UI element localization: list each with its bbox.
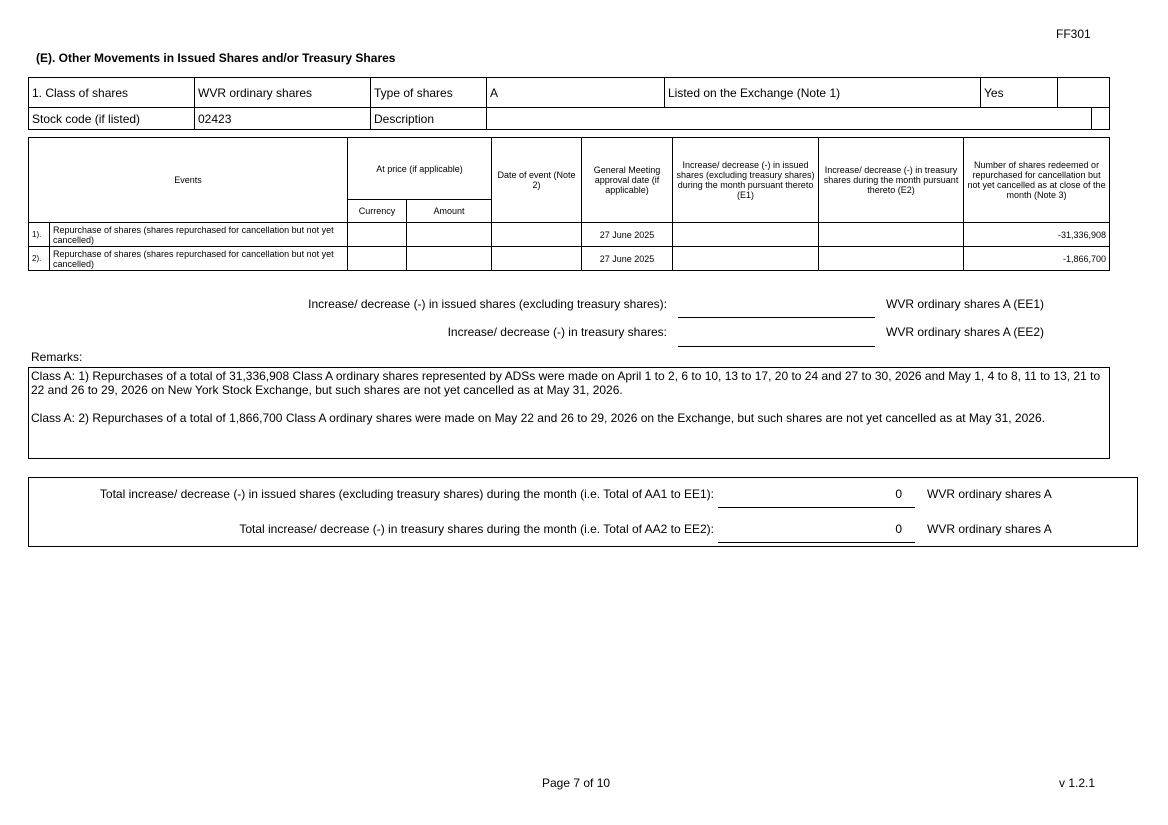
table-row (29, 247, 1110, 271)
row-event: Repurchase of shares (shares repurchased for cancellation but not yet cancelled) (50, 223, 348, 247)
class-of-shares-value: WVR ordinary shares (195, 78, 371, 108)
total-issued-unit: WVR ordinary shares A (927, 487, 1052, 501)
stock-code-value: 02423 (195, 108, 371, 130)
total-issued-label: Total increase/ decrease (-) in issued shares (excluding treasury shares) during the month (i.e. Total of AA1 to EE1): (99, 487, 714, 501)
totals-box (28, 477, 1138, 547)
row-e2 (819, 247, 964, 271)
listed-value: Yes (981, 78, 1058, 108)
header-currency: Currency (348, 200, 407, 223)
row-amount (407, 247, 492, 271)
row-gm-date: 27 June 2025 (582, 223, 673, 247)
description-label: Description (371, 108, 487, 130)
header-general-meeting: General Meeting approval date (if applicable) (582, 138, 673, 223)
row-event: Repurchase of shares (shares repurchased for cancellation but not yet cancelled) (50, 247, 348, 271)
total-issued-field (718, 506, 915, 508)
row-redeemed: -31,336,908 (964, 223, 1110, 247)
row-date-of-event (492, 247, 582, 271)
remarks-box (28, 367, 1110, 459)
total-treasury-unit: WVR ordinary shares A (927, 522, 1052, 536)
row-e1 (673, 247, 819, 271)
page-number: Page 7 of 10 (542, 776, 611, 790)
blank-cell (1058, 78, 1110, 108)
listed-label: Listed on the Exchange (Note 1) (665, 78, 981, 108)
row-number: 2). (29, 247, 50, 271)
row-e1 (673, 223, 819, 247)
remarks-paragraph: Class A: 1) Repurchases of a total of 31,336,908 Class A ordinary shares represented by ADSs were made on April 1 to 2, 6 to 10, 13 to 17, 20 to 24 and 27 to 30, 2026 and May 1, 4 to 8, 11 to 13, 21 to 22 and 26 to 29, 2026 on New York Stock Exchange, but such shares are not yet cancelled as at May 31, 2026. (31, 369, 1101, 397)
row-amount (407, 223, 492, 247)
row-redeemed: -1,866,700 (964, 247, 1110, 271)
total-treasury-field (718, 541, 915, 543)
header-increase-treasury: Increase/ decrease (-) in treasury shares during the month pursuant thereto (E2) (819, 138, 964, 223)
row-e2 (819, 223, 964, 247)
treasury-shares-field[interactable] (678, 345, 875, 347)
remarks-paragraph: Class A: 2) Repurchases of a total of 1,866,700 Class A ordinary shares were made on May 22 and 26 to 29, 2026 on the Exchange, but such shares are not yet cancelled as at May 31, 2026. (31, 411, 1045, 425)
class-of-shares-label: 1. Class of shares (29, 78, 195, 108)
row-gm-date: 27 June 2025 (582, 247, 673, 271)
stock-code-label: Stock code (if listed) (29, 108, 195, 130)
total-treasury-value: 0 (895, 522, 902, 536)
header-events: Events (29, 138, 348, 223)
header-increase-issued: Increase/ decrease (-) in issued shares (excluding treasury shares) during the month pursuant thereto (E1) (673, 138, 819, 223)
issued-shares-unit: WVR ordinary shares A (EE1) (886, 297, 1045, 311)
type-of-shares-value: A (487, 78, 665, 108)
table-row (29, 223, 1110, 247)
total-treasury-label: Total increase/ decrease (-) in treasury shares during the month (i.e. Total of AA2 to EE2): (239, 522, 714, 536)
type-of-shares-label: Type of shares (371, 78, 487, 108)
row-currency (348, 247, 407, 271)
events-table (28, 137, 1110, 271)
section-title: (E). Other Movements in Issued Shares and/or Treasury Shares (36, 51, 396, 65)
blank-cell (1092, 108, 1110, 130)
remarks-label: Remarks: (31, 350, 83, 364)
issued-shares-field[interactable] (678, 316, 875, 318)
treasury-shares-label: Increase/ decrease (-) in treasury shares: (447, 325, 667, 339)
header-amount: Amount (407, 200, 492, 223)
row-date-of-event (492, 223, 582, 247)
row-currency (348, 223, 407, 247)
form-code: FF301 (1056, 27, 1091, 41)
share-info-table (28, 77, 1110, 130)
description-value (487, 108, 1092, 130)
version-label: v 1.2.1 (1059, 776, 1096, 790)
treasury-shares-unit: WVR ordinary shares A (EE2) (886, 325, 1045, 339)
header-date-of-event: Date of event (Note 2) (492, 138, 582, 223)
total-issued-value: 0 (895, 487, 902, 501)
row-number: 1). (29, 223, 50, 247)
header-redeemed: Number of shares redeemed or repurchased for cancellation but not yet cancelled as at close of the month (Note 3) (964, 138, 1110, 223)
header-at-price: At price (if applicable) (348, 138, 492, 200)
issued-shares-label: Increase/ decrease (-) in issued shares (excluding treasury shares): (308, 297, 667, 311)
